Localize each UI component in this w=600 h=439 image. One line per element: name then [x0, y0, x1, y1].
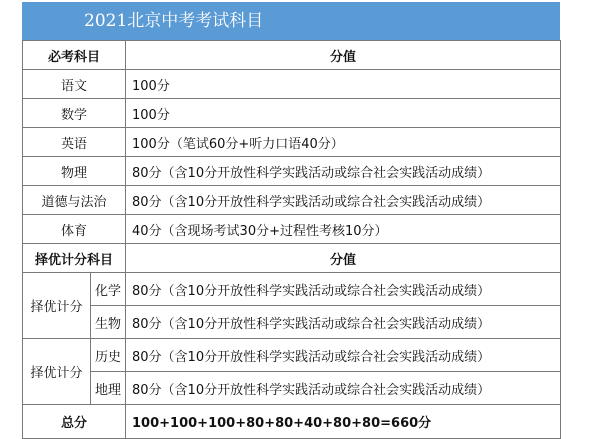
subject-cell: 地理 — [91, 372, 126, 405]
subject-cell: 化学 — [91, 273, 126, 306]
required-score-header: 分值 — [126, 41, 561, 70]
elective-header-row — [23, 244, 561, 273]
table-row — [23, 70, 561, 99]
subject-cell: 生物 — [91, 306, 126, 339]
subject-cell: 道德与法治 — [23, 186, 126, 215]
subject-cell: 体育 — [23, 215, 126, 244]
score-cell: 80分（含10分开放性科学实践活动或综合社会实践活动成绩） — [126, 186, 561, 215]
table-row — [23, 99, 561, 128]
score-cell: 80分（含10分开放性科学实践活动或综合社会实践活动成绩） — [126, 306, 561, 339]
score-cell: 100分（笔试60分+听力口语40分） — [126, 128, 561, 157]
subject-cell: 物理 — [23, 157, 126, 186]
table-row — [23, 306, 561, 339]
table-row — [23, 215, 561, 244]
group-label-cell: 择优计分 — [23, 339, 91, 405]
group-label-cell: 择优计分 — [23, 273, 91, 339]
subject-cell: 英语 — [23, 128, 126, 157]
table-row — [23, 157, 561, 186]
required-subject-header: 必考科目 — [23, 41, 126, 70]
table-row — [23, 339, 561, 372]
table-row — [23, 128, 561, 157]
table-row — [23, 186, 561, 215]
table-row — [23, 372, 561, 405]
required-header-row — [23, 41, 561, 70]
total-label: 总分 — [23, 405, 126, 439]
score-cell: 100分 — [126, 99, 561, 128]
table-row — [23, 273, 561, 306]
subject-cell: 数学 — [23, 99, 126, 128]
subject-cell: 历史 — [91, 339, 126, 372]
score-cell: 80分（含10分开放性科学实践活动或综合社会实践活动成绩） — [126, 157, 561, 186]
score-cell: 80分（含10分开放性科学实践活动或综合社会实践活动成绩） — [126, 339, 561, 372]
elective-subject-header: 择优计分科目 — [23, 244, 126, 273]
score-cell: 80分（含10分开放性科学实践活动或综合社会实践活动成绩） — [126, 372, 561, 405]
exam-subjects-table — [22, 40, 561, 439]
elective-score-header: 分值 — [126, 244, 561, 273]
score-cell: 40分（含现场考试30分+过程性考核10分） — [126, 215, 561, 244]
table-title: 2021北京中考考试科目 — [22, 2, 560, 40]
score-cell: 80分（含10分开放性科学实践活动或综合社会实践活动成绩） — [126, 273, 561, 306]
total-value: 100+100+100+80+80+40+80+80=660分 — [126, 405, 561, 439]
score-cell: 100分 — [126, 70, 561, 99]
total-row — [23, 405, 561, 439]
subject-cell: 语文 — [23, 70, 126, 99]
